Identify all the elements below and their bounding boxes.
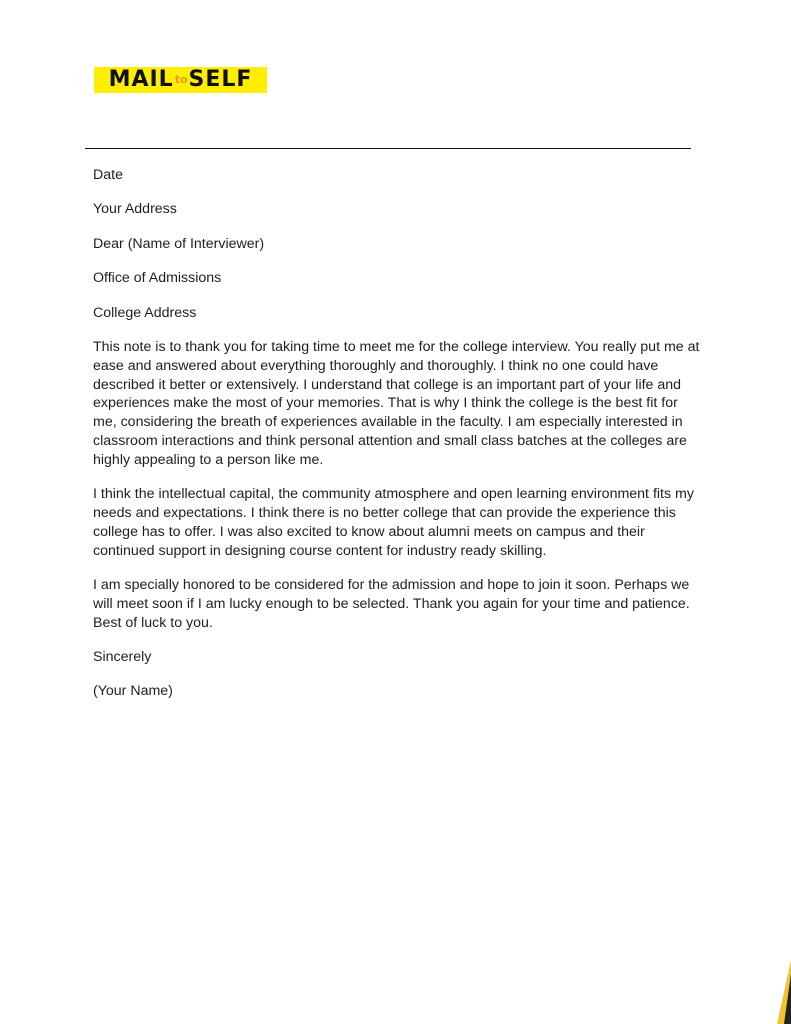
letter-signature: (Your Name) [93,683,173,700]
logo-text [109,67,253,93]
letter-your-address: Your Address [93,201,177,218]
logo-text-left: MAIL [108,67,174,92]
header-divider [85,148,691,149]
corner-decoration-graphic [775,960,791,1024]
letter-paragraph-1: This note is to thank you for taking time to meet me for the college interview. You really put me at ease and answered about everything thoroughly and thoroughly. I think no one could have described it better or extensively. I understand that college is an important part of your life and experiences make the most of your memories. That is why I think the college is the best fit for me, considering the breath of experiences available in the faculty. I am especially interested in classroom interactions and think personal attention and small class batches at the colleges are highly appealing to a person like me. [93,338,700,468]
logo-text-right: SELF [188,67,253,92]
letter-date: Date [93,167,123,183]
logo-text-middle: to [174,73,188,86]
letter-closing: Sincerely [93,648,152,665]
brand-logo [94,67,267,93]
letter-office: Office of Admissions [93,270,222,287]
letter-salutation: Dear (Name of Interviewer) [93,235,265,252]
letter-paragraph-3: I am specially honored to be considered for the admission and hope to join it soon. Perhaps we will meet soon if I am lucky enough to be selected. Thank you again for your time and patience. Best of luck to you. [93,576,690,631]
letter-body [93,166,703,717]
letter-paragraph-2: I think the intellectual capital, the community atmosphere and open learning environment fits my needs and expectations. I think there is no better college that can provide the experience this college has to offer. I was also excited to know about alumni meets on campus and their continued support in designing course content for industry ready skilling. [93,486,694,559]
letter-college-address: College Address [93,304,197,321]
